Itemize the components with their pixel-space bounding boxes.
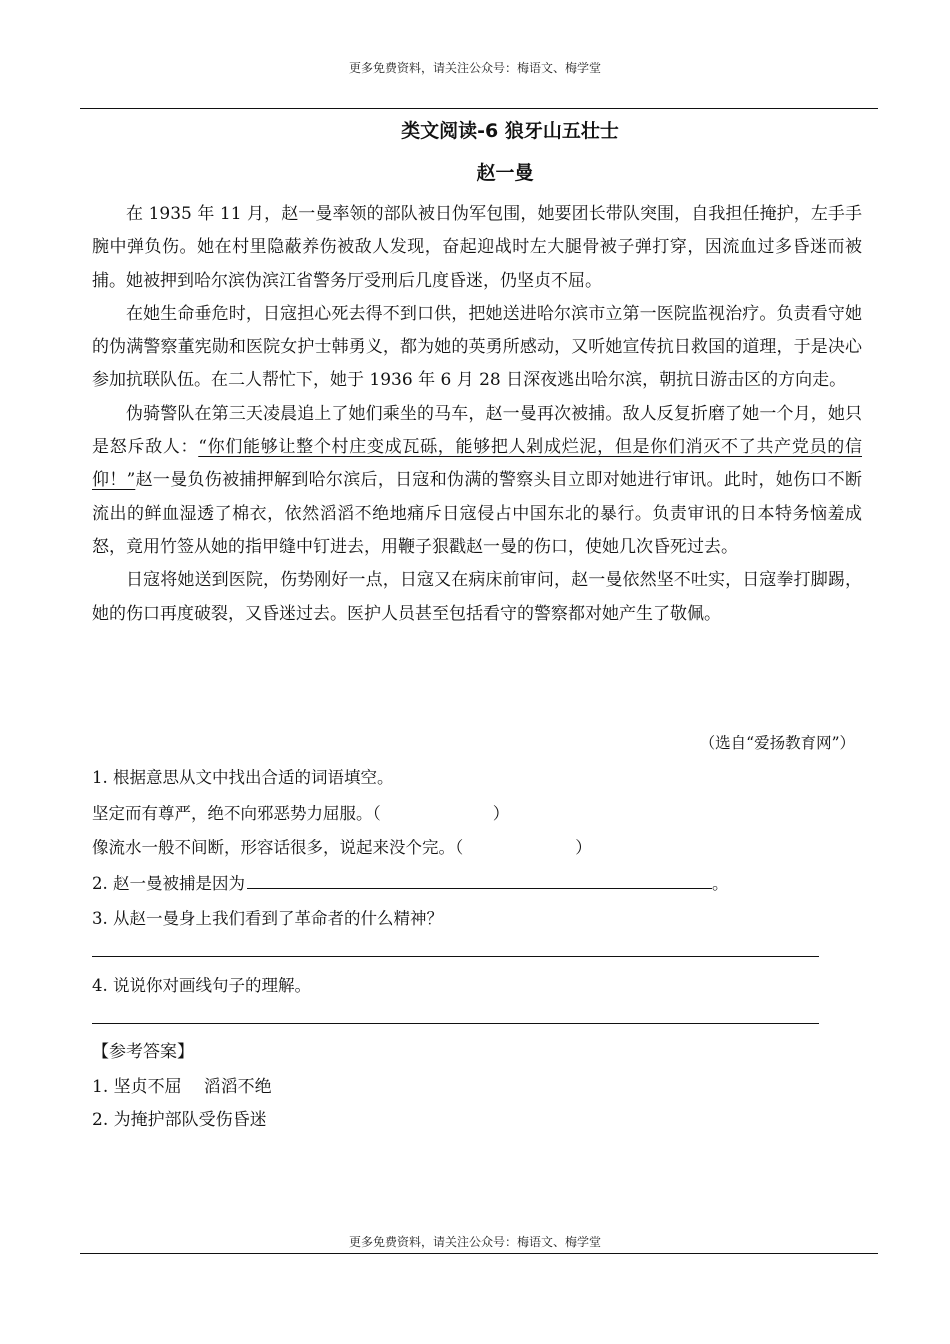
question-2-text: 2. 赵一曼被捕是因为 [92, 874, 245, 893]
article-heading: 赵一曼 [476, 162, 534, 184]
question-1: 1. 根据意思从文中找出合适的词语填空。 [92, 768, 394, 787]
paragraph-2: 在她生命垂危时，日寇担心死去得不到口供，把她送进哈尔滨市立第一医院监视治疗。负责看守她的伪满警察董宪勋和医院女护士韩勇义，都为她的英勇所感动，又听她宣传抗日救国的道理，于是决心参加抗联队伍。在二人帮忙下，她于 1936 年 6 月 28 日深夜逃出哈尔滨，朝抗日游击区的方向走。 [92, 303, 862, 391]
paren-close: ） [575, 838, 592, 857]
paragraph-3-end: 赵一曼负伤被捕押解到哈尔滨后，日寇和伪满的警察头目立即对她进行审讯。此时，她伤口不断流出的鲜血湿透了棉衣，依然滔滔不绝地痛斥日寇侵占中国东北的暴行。负责审讯的日本特务恼羞成怒，竟用竹签从她的指甲缝中钉进去，用鞭子狠戳赵一曼的伤口，使她几次昏死过去。 [92, 470, 862, 557]
question-4: 4. 说说你对画线句子的理解。 [92, 976, 311, 995]
paragraph-3 [92, 398, 862, 564]
question-1a-text: 坚定而有尊严，绝不向邪恶势力屈服。（ [92, 804, 381, 823]
paragraph-4: 日寇将她送到医院，伤势刚好一点，日寇又在病床前审问，赵一曼依然坚不吐实，日寇拳打脚踢，她的伤口再度破裂，又昏迷过去。医护人员甚至包括看守的警察都对她产生了敬佩。 [92, 570, 862, 624]
question-2-end: 。 [712, 874, 729, 893]
underlined-sentence: “你们能够让整个村庄变成瓦砾，能够把人剁成烂泥，但是你们消灭不了共产党员的信仰！” [92, 437, 862, 491]
answer-1 [92, 1072, 272, 1097]
page-footer: 更多免费资料，请关注公众号：梅语文、梅学堂 [348, 1235, 601, 1249]
question-1b [92, 834, 592, 858]
article-body [92, 198, 862, 631]
question-2 [92, 870, 729, 894]
answer-line-4[interactable] [92, 1023, 819, 1024]
answer-1-word-2: 滔滔不绝 [203, 1077, 272, 1097]
question-3: 3. 从赵一曼身上我们看到了革命者的什么精神？ [92, 909, 443, 928]
answer-1-word-1: 坚贞不屈 [113, 1077, 182, 1097]
footer-rule [80, 1253, 878, 1254]
paren-close: ） [492, 804, 510, 823]
answer-2: 2. 为掩护部队受伤昏迷 [92, 1110, 267, 1130]
answer-line-3[interactable] [92, 956, 819, 957]
paragraph-3-start: 伪骑警队在第三天凌晨追上了她们乘坐的马车，赵一曼再次被捕。敌人反复折磨了她一个月，她只是怒斥敌人： [92, 403, 862, 458]
question-1a [92, 800, 509, 824]
answers-heading: 【参考答案】 [92, 1042, 194, 1062]
source-citation: （选自“爱扬教育网”） [699, 734, 855, 752]
answer-blank-2[interactable] [247, 870, 712, 889]
question-1b-text: 像流水一般不间断，形容话很多，说起来没个完。（ [92, 838, 464, 857]
header-rule [80, 108, 878, 109]
paragraph-1: 在 1935 年 11 月，赵一曼率领的部队被日伪军包围，她要团长带队突围，自我担任掩护，左手手腕中弹负伤。她在村里隐蔽养伤被敌人发现，奋起迎战时左大腿骨被子弹打穿，因流血过多昏迷而被捕。她被押到哈尔滨伪滨江省警务厅受刑后几度昏迷，仍坚贞不屈。 [92, 204, 862, 291]
page-header: 更多免费资料，请关注公众号：梅语文、梅学堂 [348, 61, 601, 75]
document-title: 类文阅读-6 狼牙山五壮士 [401, 120, 619, 142]
answer-1-number: 1. [92, 1077, 109, 1097]
